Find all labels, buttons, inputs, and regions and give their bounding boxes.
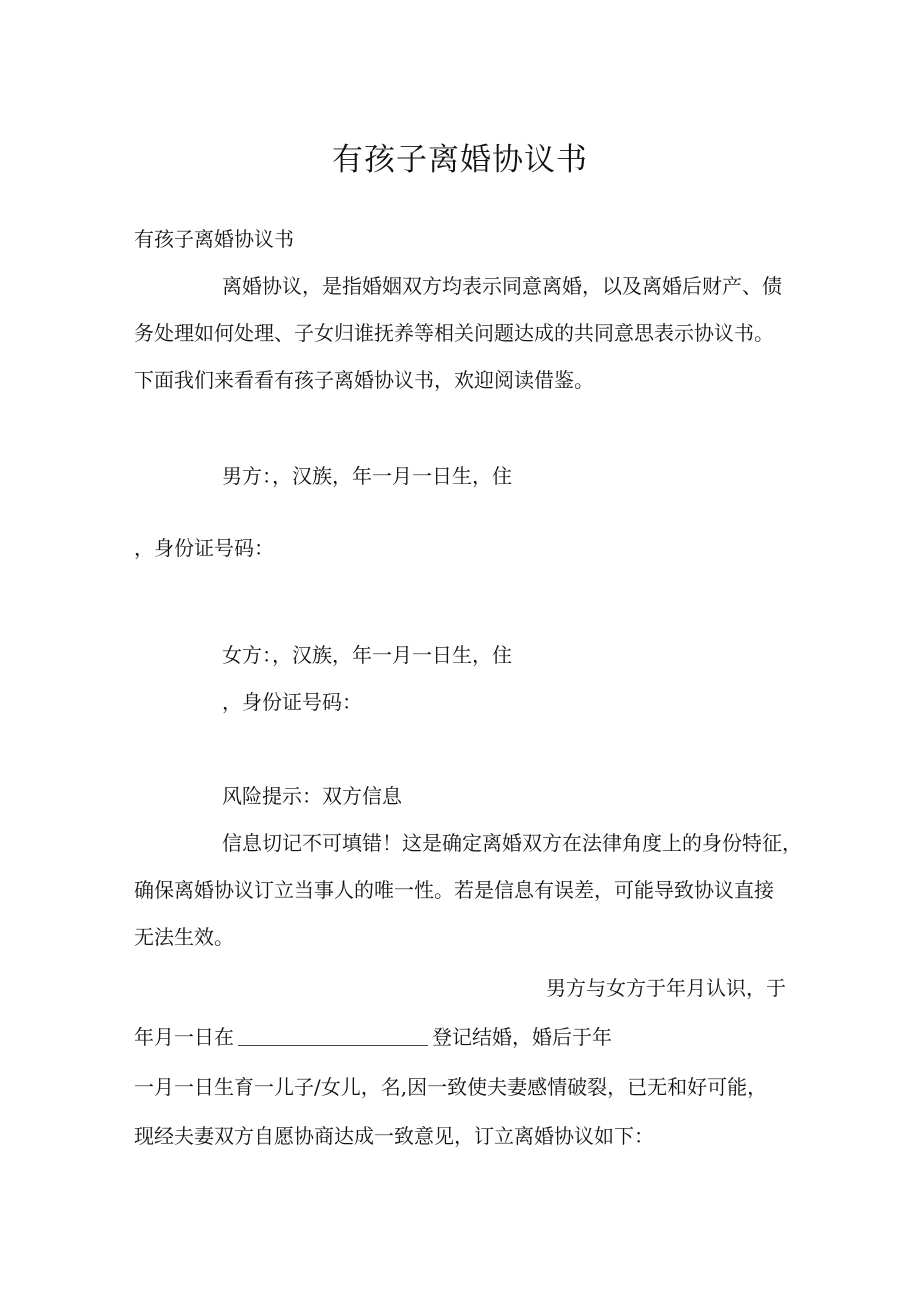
subtitle: 有孩子离婚协议书 [134, 227, 294, 251]
risk-line-2: 确保离婚协议订立当事人的唯一性。若是信息有误差，可能导致协议直接 [134, 878, 774, 902]
risk-heading: 风险提示：双方信息 [222, 784, 402, 808]
risk-line-1: 信息切记不可填错！这是确定离婚双方在法律角度上的身份特征， [222, 831, 802, 855]
intro-line-1: 离婚协议，是指婚姻双方均表示同意离婚，以及离婚后财产、债 [222, 274, 782, 298]
marriage-line-4: 现经夫妻双方自愿协商达成一致意见，订立离婚协议如下： [134, 1124, 654, 1148]
intro-line-2: 务处理如何处理、子女归谁抚养等相关问题达成的共同意思表示协议书。 [134, 321, 774, 345]
marriage-line-2 [134, 1025, 612, 1049]
female-info-line-2: ，身份证号码： [222, 690, 362, 714]
marriage-line-2-start: 年月一日在 [134, 1025, 234, 1049]
marriage-line-1: 男方与女方于年月认识，于 [546, 976, 786, 1000]
intro-line-3: 下面我们来看看有孩子离婚协议书，欢迎阅读借鉴。 [134, 368, 594, 392]
document-title: 有孩子离婚协议书 [332, 142, 588, 178]
risk-line-3: 无法生效。 [134, 925, 234, 949]
marriage-line-3: 一月一日生育一儿子/女儿，名,因一致使夫妻感情破裂，已无和好可能， [134, 1075, 768, 1099]
registration-place-blank [238, 1025, 428, 1046]
female-info-line-1: 女方：，汉族，年一月一日生，住 [222, 643, 512, 667]
male-info-line-2: ，身份证号码： [134, 536, 274, 560]
marriage-line-2-end: 登记结婚，婚后于年 [432, 1025, 612, 1049]
male-info-line-1: 男方：，汉族，年一月一日生，住 [222, 464, 512, 488]
